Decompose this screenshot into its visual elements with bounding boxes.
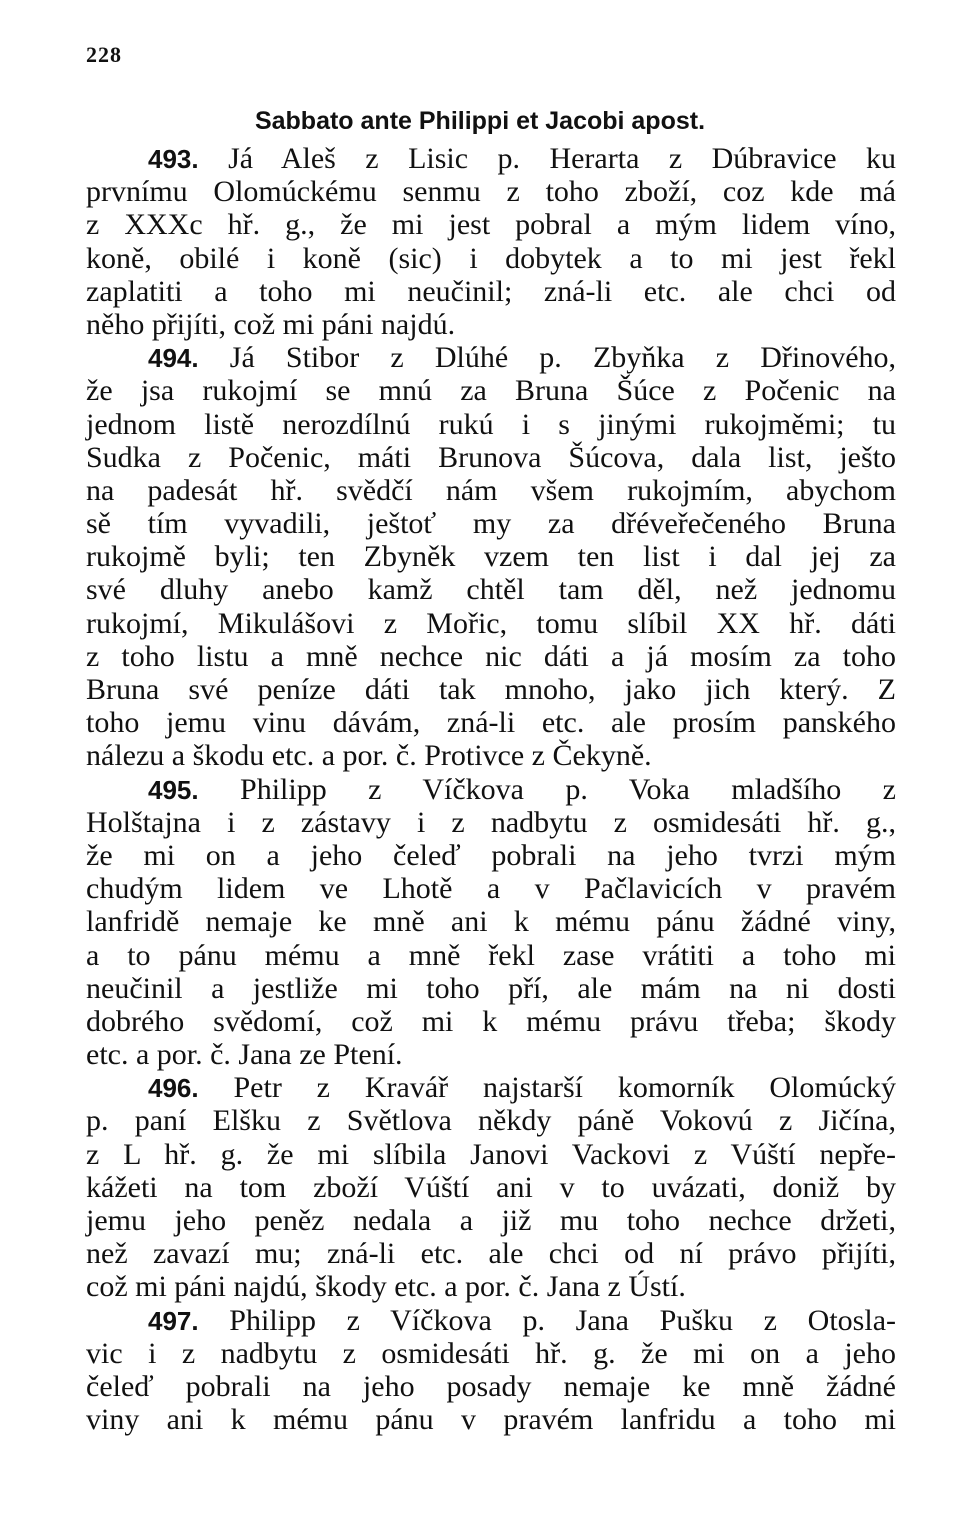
text-line: rukojmí, Mikulášovi z Mořic, tomu slíbil XX hř. dáti <box>86 606 896 640</box>
entry-first-line <box>86 1071 896 1104</box>
text-line: neučinil a jestliže mi toho pří, ale mám na ni dosti <box>86 971 896 1005</box>
text-line: etc. a por. č. Jana ze Ptení. <box>86 1038 403 1072</box>
entry-text: Já Stibor z Dlúhé p. Zbyňka z Dřinového, <box>229 341 897 375</box>
text-line: čeleď pobrali na jeho posady nemaje ke mně žádné <box>86 1369 896 1403</box>
text-line: že mi on a jeho čeleď pobrali na jeho tvrzi mým <box>86 838 896 872</box>
text-line: své dluhy anebo kamž chtěl tam děl, než jednomu <box>86 573 896 607</box>
text-line: Bruna své peníze dáti tak mnoho, jako jich který. Z <box>86 673 896 706</box>
text-line: rukojmě byli; ten Zbyněk vzem ten list i dal jej za <box>86 540 896 574</box>
entry-496 <box>86 1071 896 1303</box>
text-line: něho přijíti, což mi páni najdú. <box>86 307 456 341</box>
text-line: jednom listě nerozdílnú rukú i s jinými rukojměmi; tu <box>86 407 896 441</box>
entry-first-line <box>86 1304 896 1337</box>
entry-493 <box>86 142 896 341</box>
entry-text: Já Aleš z Lisic p. Herarta z Dúbravice ku <box>228 142 896 175</box>
entry-text: Philipp z Víčkova p. Voka mladšího z <box>240 772 896 806</box>
text-line: lanfridě nemaje ke mně ani k mému pánu žádné viny, <box>86 905 896 939</box>
text-line: koně, obilé i koně (sic) i dobytek a to mi jest řekl <box>86 241 896 275</box>
text-line: z L hř. g. že mi slíbila Janovi Vackovi z Vúští nepře- <box>86 1137 896 1171</box>
entry-text: Philipp z Víčkova p. Jana Pušku z Otosla- <box>229 1303 896 1337</box>
page-number: 228 <box>86 42 122 67</box>
text-line: nálezu a škodu etc. a por. č. Protivce z Čekyně. <box>86 739 652 773</box>
text-line: že jsa rukojmí se mnú za Bruna Šúce z Počenic na <box>86 374 896 408</box>
text-line: toho jemu vinu dávám, zná-li etc. ale prosím panského <box>86 706 896 740</box>
text-line: p. paní Elšku z Světlova někdy páně Vokovú z Jičína, <box>86 1104 896 1138</box>
entry-number: 494. <box>148 343 199 374</box>
text-line: z XXXc hř. g., že mi jest pobral a mým lidem víno, <box>86 208 896 242</box>
text-line: na padesát hř. svědčí nám všem rukojmím, abychom <box>86 473 896 507</box>
text-line: chudým lidem ve Lhotě a v Pačlavicích v pravém <box>86 872 896 906</box>
entry-number: 495. <box>148 774 199 805</box>
text-line: vic i z nadbytu z osmidesáti hř. g. že mi on a jeho <box>86 1336 896 1370</box>
text-line: zaplatiti a toho mi neučinil; zná-li etc. ale chci od <box>86 274 896 308</box>
entry-first-line <box>86 341 896 374</box>
text-line: jemu jeho peněz nedala a již mu toho nechce držeti, <box>86 1204 896 1237</box>
text-line: prvnímu Olomúckému senmu z toho zboží, coz kde má <box>86 175 896 209</box>
entry-first-line <box>86 142 896 175</box>
entry-497 <box>86 1304 896 1437</box>
text-line: Sudka z Počenic, máti Brunova Šúcova, dala list, ješto <box>86 440 896 474</box>
entry-495 <box>86 773 896 1072</box>
entry-number: 493. <box>148 144 199 174</box>
entry-494 <box>86 341 896 772</box>
text-line: z toho listu a mně nechce nic dáti a já mosím za toho <box>86 639 896 673</box>
entry-number: 497. <box>148 1305 199 1336</box>
text-line: sě tím vyvadili, ještoť my za dřéveřečeného Bruna <box>86 507 896 541</box>
entry-first-line <box>86 773 896 806</box>
section-heading: Sabbato ante Philippi et Jacobi apost. <box>254 107 706 135</box>
text-line: což mi páni najdú, škody etc. a por. č. Jana z Ústí. <box>86 1270 686 1304</box>
entry-text: Petr z Kravář najstarší komorník Olomúcký <box>233 1071 897 1105</box>
text-line: viny ani k mému pánu v pravém lanfridu a toho mi <box>86 1403 896 1437</box>
document-body <box>86 142 896 1436</box>
entry-number: 496. <box>148 1073 199 1104</box>
text-line: dobrého svědomí, což mi k mému právu třeba; škody <box>86 1004 896 1038</box>
text-line: než zavazí mu; zná-li etc. ale chci od ní právo přijíti, <box>86 1237 896 1271</box>
text-line: a to pánu mému a mně řekl zase vrátiti a toho mi <box>86 938 896 972</box>
text-line: Holštajna i z zástavy i z nadbytu z osmidesáti hř. g., <box>86 805 896 839</box>
text-line: kážeti na tom zboží Vúští ani v to uvázati, doniž by <box>86 1170 896 1204</box>
